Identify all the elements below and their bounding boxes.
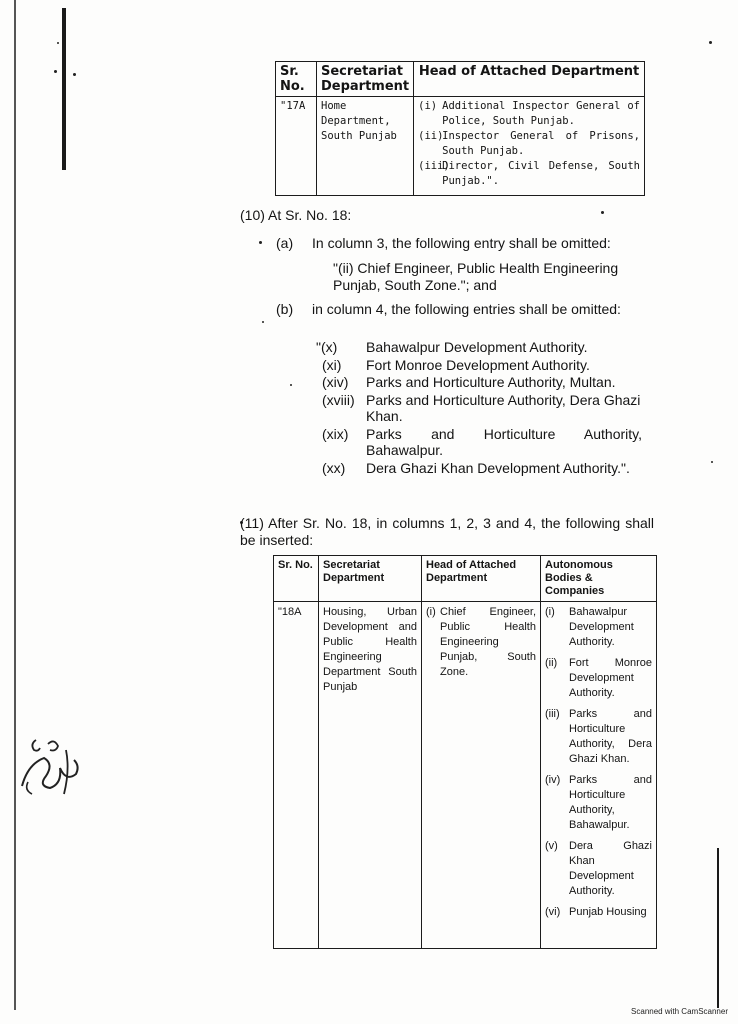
header-secretariat-department: Secretariat Department xyxy=(317,62,414,97)
scan-edge-line xyxy=(62,8,66,170)
header-secretariat-department: Secretariat Department xyxy=(319,556,422,602)
omitted-entries-list xyxy=(316,339,642,476)
header-sr-no: Sr. No. xyxy=(276,62,317,97)
list-item: (xix) Parks and Horticulture Authority, Bahawalpur. xyxy=(322,425,642,458)
scan-speck xyxy=(57,42,59,44)
table-row xyxy=(274,602,657,949)
scan-speck xyxy=(709,41,712,44)
scan-speck xyxy=(262,321,264,323)
item-10-heading: (10) At Sr. No. 18: xyxy=(240,207,352,223)
header-head-attached-department: Head of Attached Department xyxy=(414,62,645,97)
list-item: (v) Dera Ghazi Khan Development Authority. xyxy=(545,840,652,897)
cell-head xyxy=(422,602,541,949)
list-item: (ii) Fort Monroe Development Authority. xyxy=(545,657,652,699)
scan-edge-line xyxy=(14,0,16,1010)
handwritten-initials xyxy=(14,726,92,806)
scanner-watermark: Scanned with CamScanner xyxy=(631,1007,728,1016)
table-header-row xyxy=(276,62,645,97)
cell-sr-no: "18A xyxy=(274,602,319,949)
item-10a-quote: "(ii) Chief Engineer, Public Health Engineering Punjab, South Zone."; and xyxy=(333,260,619,293)
list-item: "(x) Bahawalpur Development Authority. xyxy=(316,339,588,355)
item-11-text: (11) After Sr. No. 18, in columns 1, 2, 3 and 4, the following shall be inserted: xyxy=(240,515,654,548)
list-item: (xiv) Parks and Horticulture Authority, Multan. xyxy=(322,374,616,390)
list-item: (i) Additional Inspector General of Police, South Punjab. xyxy=(418,100,640,127)
list-item: (iv) Parks and Horticulture Authority, Bahawalpur. xyxy=(545,774,652,831)
list-item: (i) Chief Engineer, Public Health Engineering Punjab, South Zone. xyxy=(426,606,536,678)
list-item: (xviii) Parks and Horticulture Authority, Dera Ghazi Khan. xyxy=(322,391,641,424)
header-sr-no: Sr. No. xyxy=(274,556,319,602)
list-item: (iii) Director, Civil Defense, South Punjab.". xyxy=(418,160,640,187)
list-item: (xi) Fort Monroe Development Authority. xyxy=(322,356,590,373)
cell-bodies xyxy=(541,602,657,949)
scan-speck xyxy=(711,461,713,463)
table-18a xyxy=(273,555,657,949)
cell-heads xyxy=(414,97,645,196)
table-header-row xyxy=(274,556,657,602)
item-10b-label: (b) xyxy=(276,301,294,317)
scan-speck xyxy=(54,70,57,73)
scan-speck xyxy=(601,211,604,214)
table-17a xyxy=(275,61,645,196)
scan-speck xyxy=(290,384,292,386)
cell-sr-no: "17A xyxy=(276,97,317,196)
scan-speck xyxy=(259,241,262,244)
list-item: (xx) Dera Ghazi Khan Development Authority.". xyxy=(322,459,630,476)
list-item: (ii) Inspector General of Prisons, South Punjab. xyxy=(418,130,640,157)
cell-department: Housing, Urban Development and Public Health Engineering Department South Punjab xyxy=(319,602,422,949)
list-item: (vi) Punjab Housing xyxy=(545,906,647,918)
item-10a-text: In column 3, the following entry shall be omitted: xyxy=(312,235,611,251)
scan-speck xyxy=(73,73,76,76)
list-item: (i) Bahawalpur Development Authority. xyxy=(545,606,634,648)
header-autonomous-bodies: Autonomous Bodies & Companies xyxy=(541,556,657,602)
header-head-attached-department: Head of Attached Department xyxy=(422,556,541,602)
scan-edge-line xyxy=(717,848,719,1008)
item-10b-text: in column 4, the following entries shall be omitted: xyxy=(312,301,621,317)
item-10a-label: (a) xyxy=(276,235,294,251)
list-item: (iii) Parks and Horticulture Authority, Dera Ghazi Khan. xyxy=(545,708,652,765)
table-row xyxy=(276,97,645,196)
cell-department: Home Department, South Punjab xyxy=(317,97,414,196)
